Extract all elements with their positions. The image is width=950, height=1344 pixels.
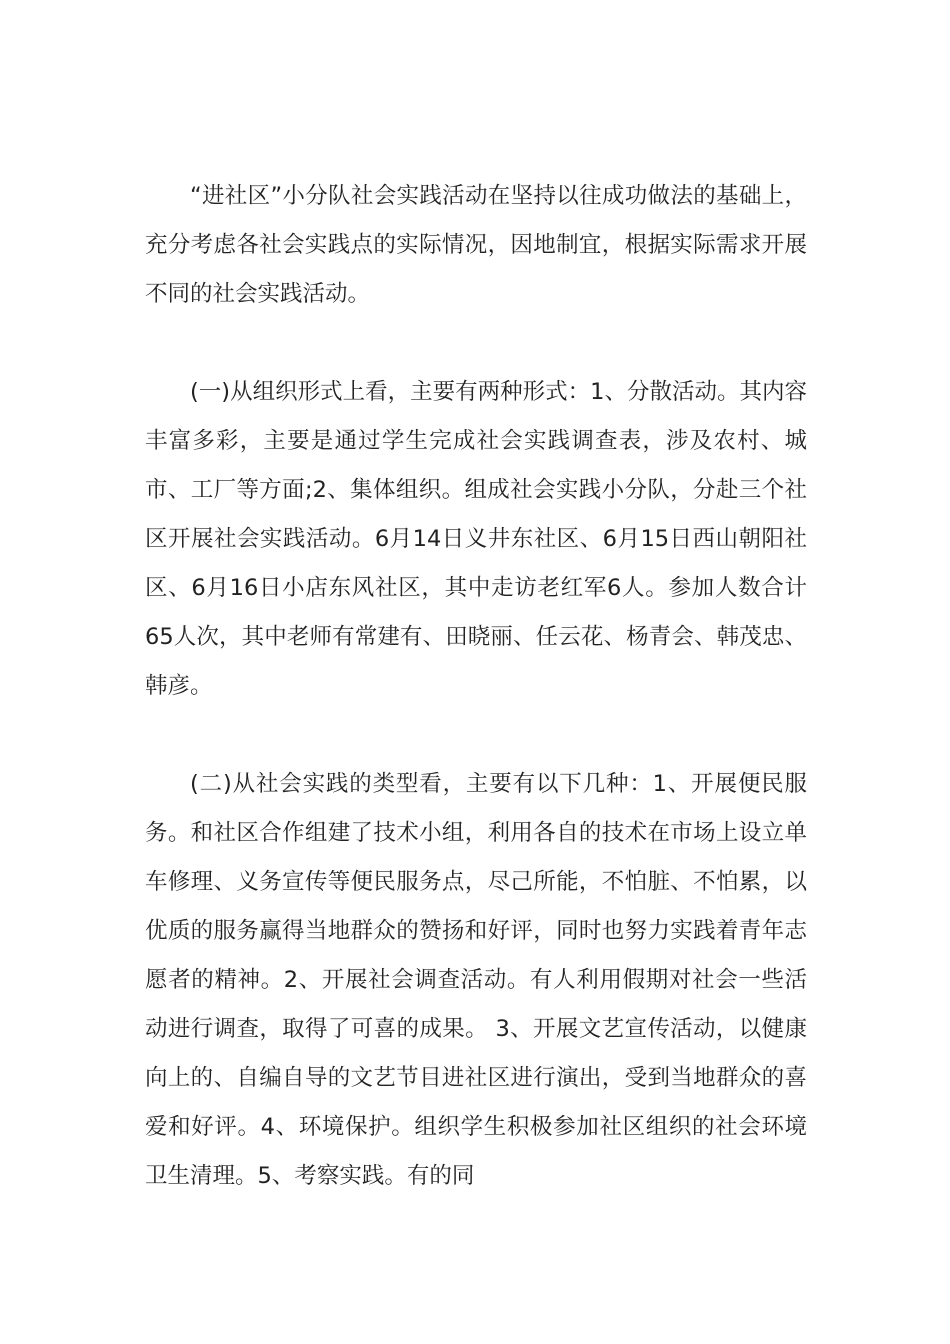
paragraph-organization-forms: (一)从组织形式上看，主要有两种形式：1、分散活动。其内容丰富多彩，主要是通过学生完成社会实践调查表，涉及农村、城市、工厂等方面;2、集体组织。组成社会实践小分队，分赴三个社区开展社会实践活动。6月14日义井东社区、6月15日西山朝阳社区、6月16日小店东风社区，其中走访老红军6人。参加人数合计65人次，其中老师有常建有、田晓丽、任云花、杨青会、韩茂忠、韩彦。: [145, 379, 807, 699]
paragraph-intro: “进社区”小分队社会实践活动在坚持以往成功做法的基础上，充分考虑各社会实践点的实际情况，因地制宜，根据实际需求开展不同的社会实践活动。: [145, 183, 807, 307]
document-body: [145, 172, 807, 1201]
paragraph-practice-types: (二)从社会实践的类型看，主要有以下几种：1、开展便民服务。和社区合作组建了技术小组，利用各自的技术在市场上设立单车修理、义务宣传等便民服务点，尽己所能，不怕脏、不怕累，以优质的服务赢得当地群众的赞扬和好评，同时也努力实践着青年志愿者的精神。2、开展社会调查活动。有人利用假期对社会一些活动进行调查，取得了可喜的成果。 3、开展文艺宣传活动，以健康向上的、自编自导的文艺节目进社区进行演出，受到当地群众的喜爱和好评。4、环境保护。组织学生积极参加社区组织的社会环境卫生清理。5、考察实践。有的同: [145, 771, 807, 1189]
